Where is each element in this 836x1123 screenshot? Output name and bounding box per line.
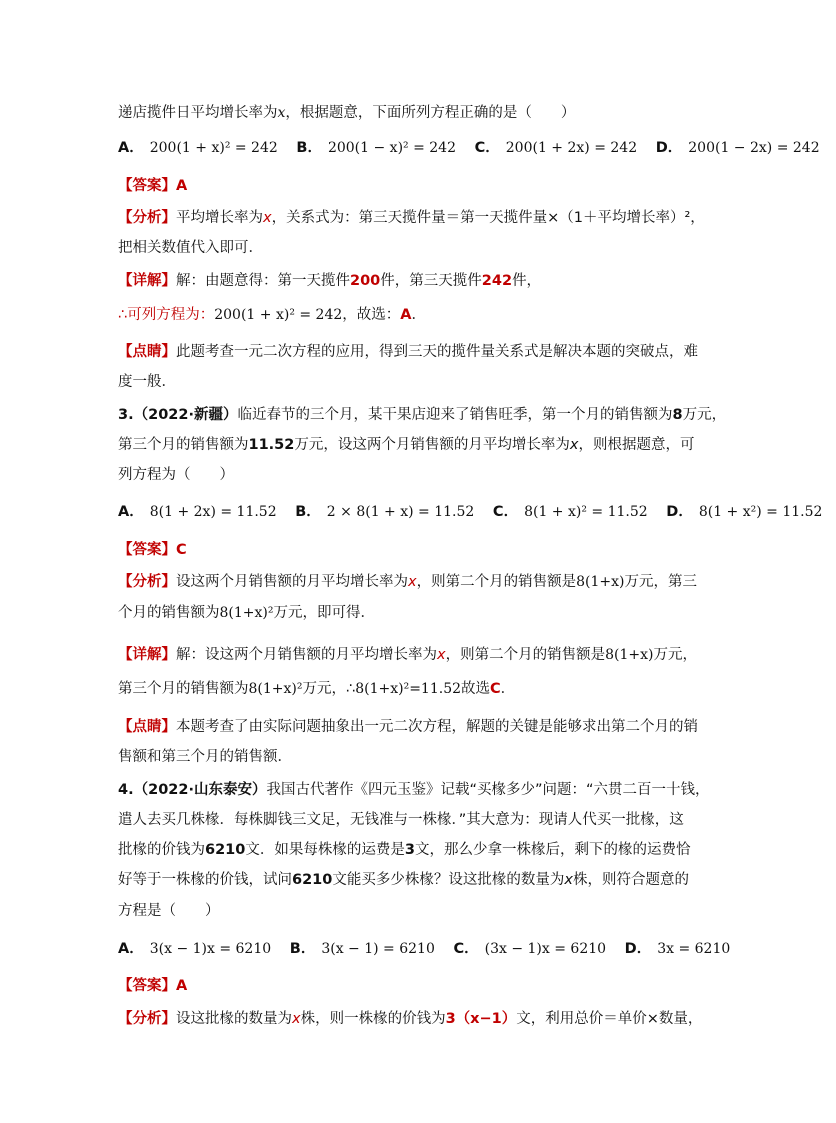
q2-answer: 【答案】A bbox=[118, 178, 188, 194]
q2-comment-line1: 【点睛】此题考查一元二次方程的应用，得到三天的揽件量关系式是解决本题的突破点，难 bbox=[118, 344, 698, 360]
q3-detail-line1: 【详解】解：设这两个月销售额的月平均增长率为x，则第二个月的销售额是8(1+x)万元， bbox=[118, 647, 697, 663]
q2-option-a[interactable]: A． 200(1 + x)² = 242 bbox=[118, 140, 278, 156]
q4-option-c[interactable]: C． (3x − 1)x = 6210 bbox=[453, 941, 607, 957]
q3-option-c[interactable]: C． 8(1 + x)² = 11.52 bbox=[492, 504, 648, 520]
q3-stem-line2: 第三个月的销售额为11.52万元，设这两个月销售额的月平均增长率为x，则根据题意，可 bbox=[118, 437, 695, 453]
q3-option-b[interactable]: B． 2 × 8(1 + x) = 11.52 bbox=[295, 504, 475, 520]
q3-analysis-line1: 【分析】设这两个月销售额的月平均增长率为x，则第二个月的销售额是8(1+x)万元，第三 bbox=[118, 574, 697, 590]
q2-option-d[interactable]: D． 200(1 − 2x) = 242 bbox=[655, 140, 820, 156]
q2-analysis-line2: 把相关数值代入即可． bbox=[118, 240, 263, 256]
q2-equation: ∴可列方程为：200(1 + x)² = 242，故选：A． bbox=[118, 307, 427, 323]
q3-stem-line1: 3.（2022·新疆）临近春节的三个月，某干果店迎来了销售旺季，第一个月的销售额为8万元， bbox=[118, 407, 727, 423]
q3-answer: 【答案】C bbox=[118, 542, 187, 558]
q2-options bbox=[118, 133, 820, 163]
q4-analysis-line1: 【分析】设这批椽的数量为x株，则一株椽的价钱为3（x−1）文，利用总价＝单价×数量， bbox=[118, 1011, 703, 1027]
q3-comment-line2: 售额和第三个月的销售额． bbox=[118, 749, 292, 765]
q3-detail-line2: 第三个月的销售额为8(1+x)²万元，∴8(1+x)²=11.52故选C． bbox=[118, 681, 516, 697]
q3-option-a[interactable]: A． 8(1 + 2x) = 11.52 bbox=[118, 504, 277, 520]
q4-stem-line1: 4.（2022·山东泰安）我国古代著作《四元玉鉴》记载“买椽多少”问题：“六贯二百一十钱， bbox=[118, 782, 710, 798]
q2-analysis-line1: 【分析】平均增长率为x，关系式为：第三天揽件量＝第一天揽件量×（1＋平均增长率）²， bbox=[118, 210, 705, 226]
q2-stem: 递店揽件日平均增长率为x，根据题意，下面所列方程正确的是（ ） bbox=[118, 105, 576, 121]
q4-stem-line3: 批椽的价钱为6210文．如果每株椽的运费是3文，那么少拿一株椽后，剩下的椽的运费恰 bbox=[118, 842, 691, 858]
q3-analysis-line2: 个月的销售额为8(1+x)²万元，即可得． bbox=[118, 605, 375, 621]
q4-stem-line4: 好等于一株椽的价钱，试问6210文能买多少株椽？设这批椽的数量为x株，则符合题意的 bbox=[118, 872, 689, 888]
q4-option-d[interactable]: D． 3x = 6210 bbox=[624, 941, 731, 957]
q4-options bbox=[118, 934, 731, 964]
q4-answer: 【答案】A bbox=[118, 978, 188, 994]
q4-stem-line5: 方程是（ ） bbox=[118, 903, 220, 919]
q3-stem-line3: 列方程为（ ） bbox=[118, 467, 234, 483]
q3-comment-line1: 【点睛】本题考查了由实际问题抽象出一元二次方程，解题的关键是能够求出第二个月的销 bbox=[118, 719, 698, 735]
q3-options bbox=[118, 497, 823, 527]
q2-option-b[interactable]: B． 200(1 − x)² = 242 bbox=[296, 140, 456, 156]
q4-option-b[interactable]: B． 3(x − 1) = 6210 bbox=[289, 941, 435, 957]
q3-option-d[interactable]: D． 8(1 + x²) = 11.52 bbox=[666, 504, 823, 520]
q4-option-a[interactable]: A． 3(x − 1)x = 6210 bbox=[118, 941, 272, 957]
q2-option-c[interactable]: C． 200(1 + 2x) = 242 bbox=[474, 140, 638, 156]
q4-stem-line2: 遣人去买几株椽．每株脚钱三文足，无钱准与一株椽．”其大意为：现请人代买一批椽，这 bbox=[118, 812, 684, 828]
q2-detail: 【详解】解：由题意得：第一天揽件200件，第三天揽件242件， bbox=[118, 273, 542, 289]
q2-comment-line2: 度一般． bbox=[118, 374, 176, 390]
